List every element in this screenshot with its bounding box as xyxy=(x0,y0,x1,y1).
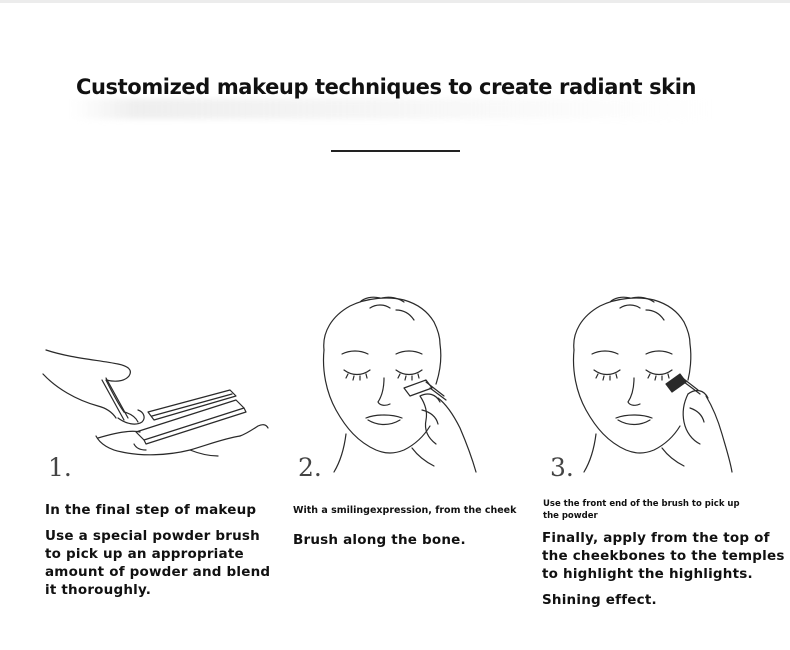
step-1-body-line: to pick up an appropriate xyxy=(45,546,244,562)
step-1-body-line: amount of powder and blend xyxy=(45,564,271,580)
page-title: Customized makeup techniques to create radiant skin xyxy=(76,75,697,99)
step-1-body xyxy=(45,527,270,599)
step-number-3: 3. xyxy=(550,453,574,482)
step-2-body xyxy=(293,531,466,549)
step-2-body-line: Brush along the bone. xyxy=(293,532,466,548)
step-number-2: 2. xyxy=(298,453,322,482)
step-3-body-line: Finally, apply from the top of xyxy=(542,530,770,546)
step-1-body-line: it thoroughly. xyxy=(45,582,152,598)
title-reflection xyxy=(72,99,712,119)
title-divider xyxy=(331,150,460,152)
step-3-body-line: the cheekbones to the temples xyxy=(542,548,785,564)
step-1-body-line: Use a special powder brush xyxy=(45,528,260,544)
hand-with-powder-compact-icon xyxy=(40,340,270,465)
step-3-footer: Shining effect. xyxy=(542,592,657,608)
top-border xyxy=(0,0,790,3)
step-2-heading: With a smilingexpression, from the cheek xyxy=(293,505,517,516)
step-3-body xyxy=(542,529,785,583)
step-3-heading xyxy=(543,498,740,522)
step-number-1: 1. xyxy=(48,453,72,482)
face-with-brush-on-cheek-icon xyxy=(300,292,500,477)
face-with-brush-on-temple-icon xyxy=(550,292,750,477)
step-1-heading: In the final step of makeup xyxy=(45,502,257,518)
step-3-body-line: to highlight the highlights. xyxy=(542,566,753,582)
step-3-heading-line: Use the front end of the brush to pick up xyxy=(543,499,740,509)
step-3-heading-line: the powder xyxy=(543,511,598,521)
